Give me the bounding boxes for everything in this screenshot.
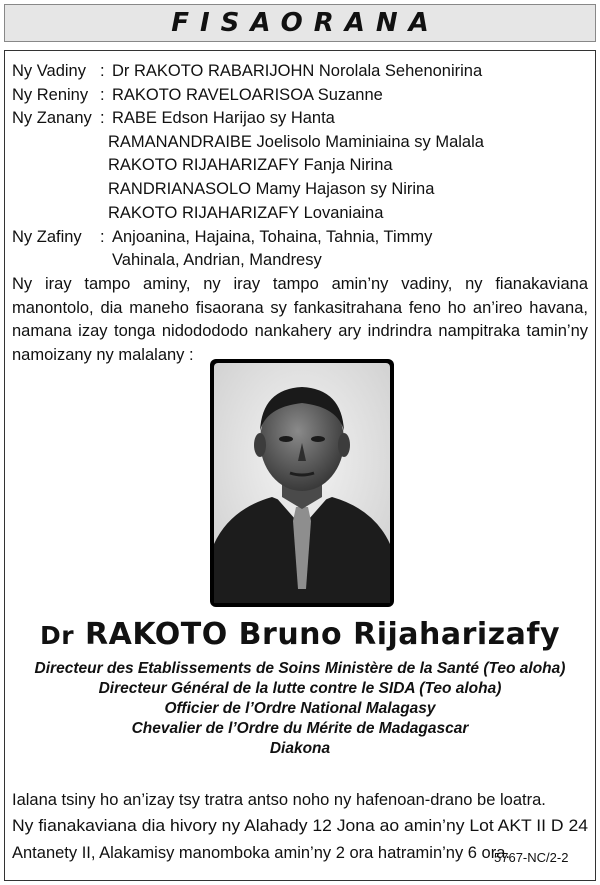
title-line: Diakona bbox=[269, 740, 331, 757]
reference-code: 5767-NC/2-2 bbox=[494, 850, 569, 865]
title-line: Officier de l’Ordre National Malagasy bbox=[164, 700, 436, 717]
title-line: Directeur des Etablissements de Soins Ministère de la Santé (Teo aloha) bbox=[34, 660, 566, 677]
title-line: Directeur Général de la lutte contre le SIDA (Teo aloha) bbox=[98, 680, 502, 697]
title-line: Chevalier de l’Ordre du Mérite de Madagascar bbox=[131, 720, 469, 737]
portrait-image bbox=[210, 359, 394, 607]
intro-paragraph: Ny iray tampo aminy, ny iray tampo amin’ny vadiny, ny fianakaviana manontolo, dia maneho fisaorana sy fankasitrahana feno ho an’ireo havana, namana izay tonga nidodododo nankahery ary indrindra nampitraka tamin’ny namoizany ny malalany : bbox=[12, 275, 588, 364]
family-row-zafiny: Ny Zafiny : Anjoanina, Hajaina, Tohaina, Tahnia, Timmy bbox=[12, 228, 433, 246]
family-name: RAKOTO RIJAHARIZAFY Lovaniaina bbox=[108, 204, 384, 222]
family-label: Ny Zafiny bbox=[12, 228, 82, 246]
page-title: FISAORANA bbox=[171, 8, 440, 38]
deceased-prefix: Dr bbox=[39, 621, 75, 650]
closing-apology: Ialana tsiny ho an’izay tsy tratra antso noho ny hafenoan-drano be loatra. bbox=[12, 791, 546, 809]
closing-gathering-cont: Antanety II, Alakamisy manomboka amin’ny 2 ora hatramin’ny 6 ora. bbox=[12, 844, 510, 862]
family-row-zanany: Ny Zanany : RABE Edson Harijao sy Hanta bbox=[12, 109, 335, 127]
family-row-reniny: Ny Reniny : RAKOTO RAVELOARISOA Suzanne bbox=[12, 86, 383, 104]
family-name: RAKOTO RIJAHARIZAFY Fanja Nirina bbox=[108, 156, 393, 174]
deceased-fullname: RAKOTO Bruno Rijaharizafy bbox=[85, 617, 560, 652]
family-name: RABE Edson Harijao sy Hanta bbox=[112, 109, 335, 127]
portrait-photo bbox=[210, 359, 394, 607]
family-name: Anjoanina, Hajaina, Tohaina, Tahnia, Timmy bbox=[112, 228, 433, 246]
family-label: Ny Reniny bbox=[12, 86, 89, 104]
family-name: RANDRIANASOLO Mamy Hajason sy Nirina bbox=[108, 180, 435, 198]
deceased-name bbox=[0, 616, 600, 655]
deceased-titles bbox=[0, 659, 600, 759]
family-name: RAKOTO RAVELOARISOA Suzanne bbox=[112, 86, 383, 104]
family-label: Ny Vadiny bbox=[12, 62, 86, 80]
family-name: RAMANANDRAIBE Joelisolo Maminiaina sy Malala bbox=[108, 133, 484, 151]
family-name: Vahinala, Andrian, Mandresy bbox=[112, 251, 322, 269]
family-name: Dr RAKOTO RABARIJOHN Norolala Sehenonirina bbox=[112, 62, 483, 80]
family-row-vadiny: Ny Vadiny : Dr RAKOTO RABARIJOHN Norolala Sehenonirina bbox=[12, 62, 483, 80]
family-label: Ny Zanany bbox=[12, 109, 92, 127]
header-banner bbox=[4, 4, 596, 42]
closing-gathering: Ny fianakaviana dia hivory ny Alahady 12 Jona ao amin’ny Lot AKT II D 24 bbox=[12, 817, 588, 835]
